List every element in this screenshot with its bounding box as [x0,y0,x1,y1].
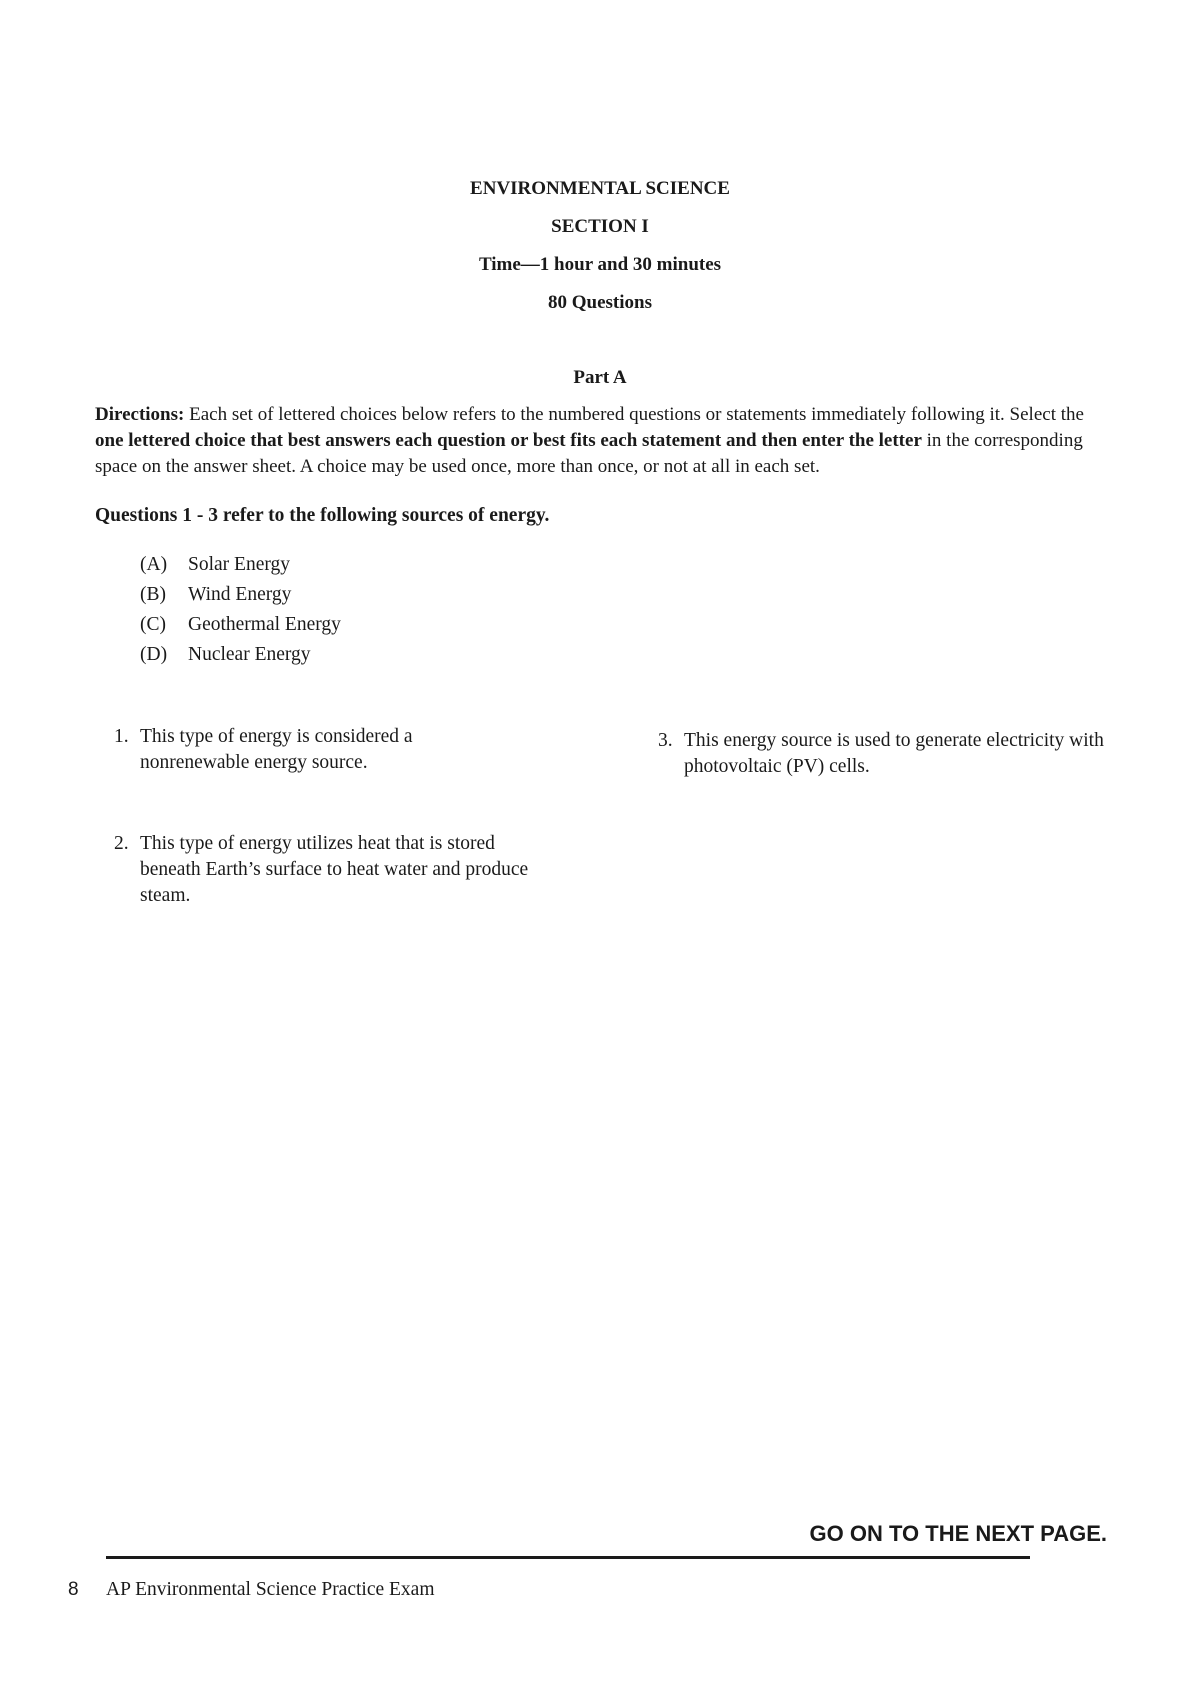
choice-letter: (A) [140,554,168,575]
go-on-next-page: GO ON TO THE NEXT PAGE. [809,1521,1107,1546]
page-number: 8 [68,1579,79,1600]
question-1 [114,724,459,776]
question-number: 3. [658,730,673,751]
question-number: 1. [114,726,129,747]
choice-label: Geothermal Energy [188,614,341,635]
exam-subject-title: ENVIRONMENTAL SCIENCE [470,178,730,199]
choice-label: Nuclear Energy [188,644,311,665]
choice-c [140,610,341,640]
question-3 [658,728,1118,780]
time-limit: Time—1 hour and 30 minutes [478,254,722,275]
question-2 [114,831,544,909]
choice-b [140,580,341,610]
question-text: This type of energy utilizes heat that is stored beneath Earth’s surface to heat water and produce steam. [140,833,529,906]
question-text: This energy source is used to generate electricity with photovoltaic (PV) cells. [684,730,1104,777]
choice-label: Wind Energy [188,584,292,605]
footer-divider [106,1556,1030,1559]
question-text: This type of energy is considered a nonrenewable energy source. [140,726,413,773]
directions-emphasis: one lettered choice that best answers each question or best fits each statement and then enter the letter [95,430,922,451]
question-count: 80 Questions [548,292,652,313]
question-set-intro: Questions 1 - 3 refer to the following sources of energy. [95,505,550,526]
directions-paragraph [95,402,1110,480]
directions-text-end: in the corresponding space on the answer sheet. A choice may be used once, more than once, or not at all in each set. [95,430,1083,477]
choice-label: Solar Energy [188,554,290,575]
footer-title: AP Environmental Science Practice Exam [106,1579,435,1600]
answer-choices-list [140,550,341,670]
directions-text-start: Each set of lettered choices below refers to the numbered questions or statements immediately following it. Select the [184,404,1084,425]
choice-letter: (C) [140,614,166,635]
part-title: Part A [573,367,627,388]
choice-letter: (B) [140,584,166,605]
choice-letter: (D) [140,644,168,665]
directions-label: Directions: [95,404,185,425]
section-title: SECTION I [551,216,649,237]
question-number: 2. [114,833,129,854]
choice-a [140,550,341,580]
choice-d [140,640,341,670]
